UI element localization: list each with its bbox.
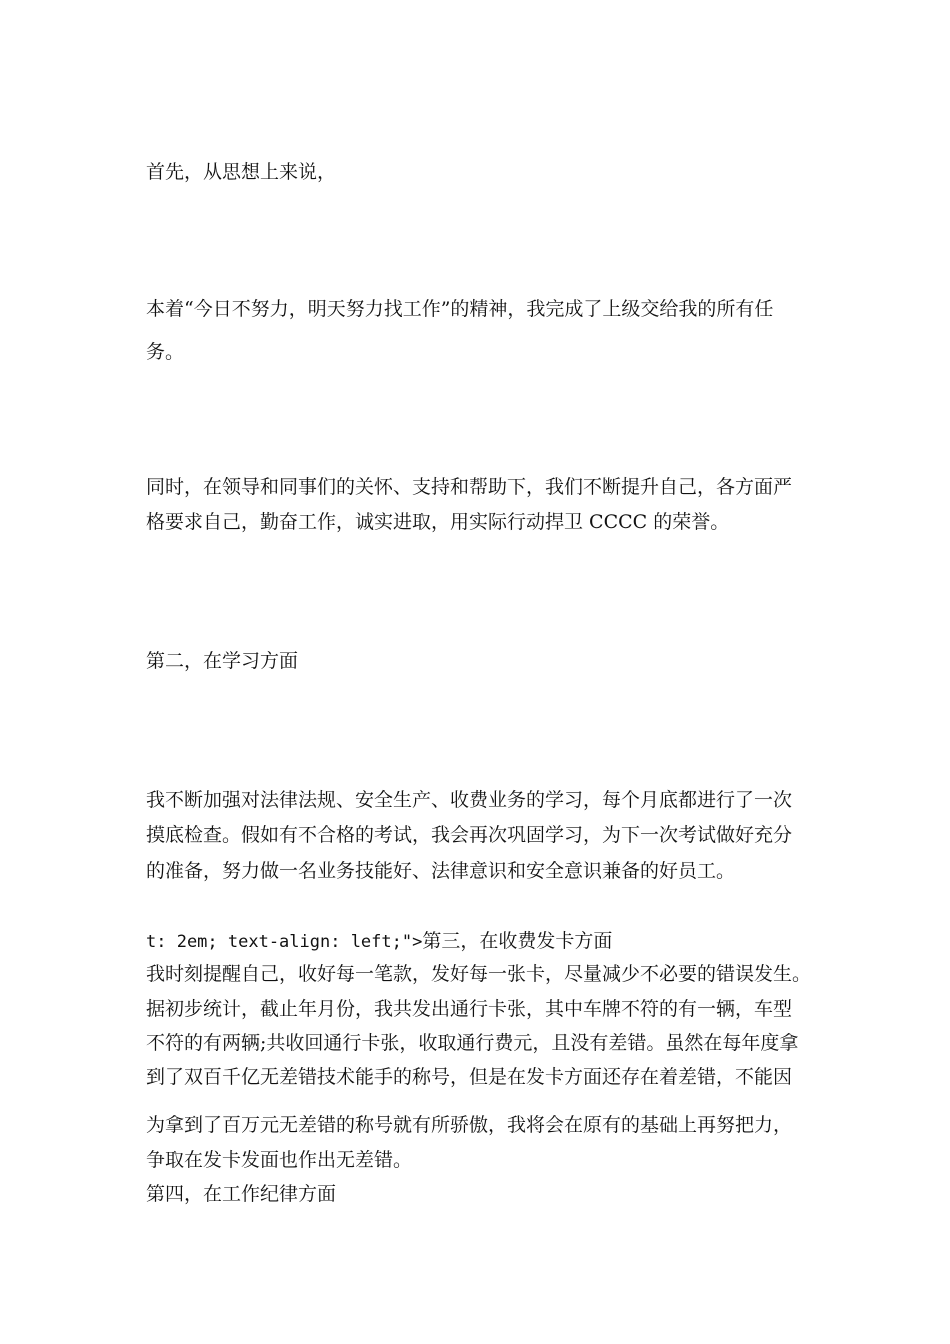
stray-markup-line: [146, 929, 612, 954]
paragraph-line: 到了双百千亿无差错技术能手的称号，但是在发卡方面还存在着差错，不能因: [146, 1066, 793, 1088]
paragraph-line: 我时刻提醒自己，收好每一笔款，发好每一张卡，尽量减少不必要的错误发生。: [146, 963, 812, 985]
paragraph-line: 务。: [146, 341, 185, 363]
stray-markup-text: t: 2em; text-align: left;">: [146, 932, 423, 952]
paragraph-line: 争取在发卡发面也作出无差错。: [146, 1149, 413, 1171]
paragraph-line: 格要求自己，勤奋工作，诚实进取，用实际行动捍卫 CCCC 的荣誉。: [146, 511, 730, 533]
paragraph-line: 本着“今日不努力，明天努力找工作”的精神，我完成了上级交给我的所有任: [146, 298, 774, 320]
section-heading: 第二，在学习方面: [146, 650, 299, 672]
paragraph-line: 首先，从思想上来说，: [146, 161, 337, 183]
paragraph-line: 同时，在领导和同事们的关怀、支持和帮助下，我们不断提升自己，各方面严: [146, 476, 793, 498]
paragraph-line: 的准备，努力做一名业务技能好、法律意识和安全意识兼备的好员工。: [146, 860, 736, 882]
paragraph-line: 摸底检查。假如有不合格的考试，我会再次巩固学习，为下一次考试做好充分: [146, 824, 793, 846]
section-heading: 第三，在收费发卡方面: [422, 930, 613, 952]
paragraph-line: 不符的有两辆;共收回通行卡张，收取通行费元，且没有差错。虽然在每年度拿: [146, 1032, 799, 1054]
paragraph-line: 我不断加强对法律法规、安全生产、收费业务的学习，每个月底都进行了一次: [146, 789, 793, 811]
paragraph-line: 为拿到了百万元无差错的称号就有所骄傲，我将会在原有的基础上再努把力，: [146, 1114, 793, 1136]
paragraph-line: 据初步统计，截止年月份，我共发出通行卡张，其中车牌不符的有一辆，车型: [146, 998, 793, 1020]
section-heading: 第四，在工作纪律方面: [146, 1183, 337, 1205]
